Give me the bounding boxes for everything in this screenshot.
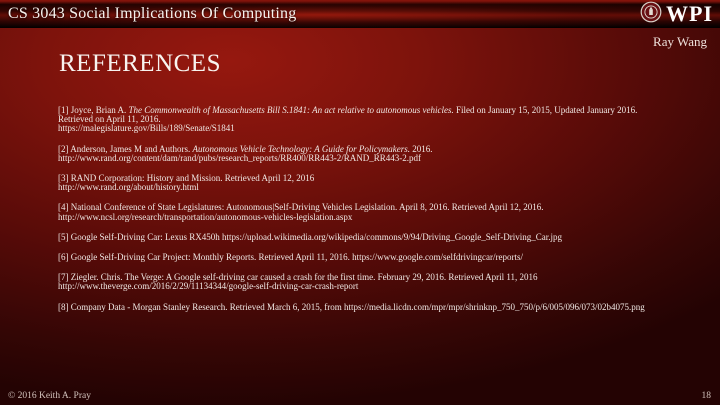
wpi-seal-icon <box>640 1 662 28</box>
reference-text: 2016. <box>410 143 433 154</box>
reference-text: http://www.theverge.com/2016/2/29/11134344/google-self-driving-car-crash-report <box>58 281 359 292</box>
reference-text: [6] Google Self-Driving Car Project: Monthly Reports. Retrieved April 11, 2016. https://www.google.com/selfdrivingcar/reports/ <box>58 252 524 263</box>
reference-item <box>58 106 658 134</box>
reference-text: https://malegislature.gov/Bills/189/Senate/S1841 <box>58 123 235 134</box>
reference-text: Filed on January 15, 2015, Updated January 2016. Retrieved on April 11, 2016. <box>58 105 638 125</box>
wpi-logo-text: WPI <box>666 1 713 26</box>
reference-text: http://www.rand.org/about/history.html <box>58 182 199 193</box>
course-title: CS 3043 Social Implications Of Computing <box>8 5 297 22</box>
reference-text: [8] Company Data - Morgan Stanley Research. Retrieved March 6, 2015, from https://media.licdn.com/mpr/mpr/shrinknp_750_750/p/6/005/096/073/02b4075.png <box>58 301 645 312</box>
reference-item <box>58 174 658 192</box>
reference-item <box>58 273 658 291</box>
reference-item <box>58 203 658 221</box>
reference-text: http://www.rand.org/content/dam/rand/pubs/research_reports/RR400/RR443-2/RAND_RR443-2.pdf <box>58 152 421 163</box>
wpi-logo <box>640 1 720 28</box>
reference-text: http://www.ncsl.org/research/transportation/autonomous-vehicles-legislation.aspx <box>58 211 353 222</box>
reference-text: [5] Google Self-Driving Car: Lexus RX450h https://upload.wikimedia.org/wikipedia/commons/9/94/Driving_Google_Self-Driving_Car.jpg <box>58 231 563 242</box>
reference-item <box>58 145 658 163</box>
reference-text: Autonomous Vehicle Technology: A Guide for Policymakers. <box>192 143 411 154</box>
title-bar <box>0 0 720 28</box>
reference-text: The Commonwealth of Massachusetts Bill S.1841: An act relative to autonomous vehicles. <box>128 105 454 115</box>
reference-text: [2] Anderson, James M and Authors. <box>58 143 193 154</box>
reference-item <box>58 233 658 242</box>
reference-item <box>58 303 658 312</box>
footer-copyright: © 2016 Keith A. Pray <box>8 391 91 401</box>
references-list <box>58 106 658 323</box>
page-title: REFERENCES <box>59 50 221 77</box>
reference-text: [7] Ziegler. Chris. The Verge: A Google self-driving car caused a crash for the first time. February 29, 2016. Retrieved April 11, 2016 <box>58 272 538 283</box>
reference-text: [3] RAND Corporation: History and Mission. Retrieved April 12, 2016 <box>58 173 315 184</box>
reference-text: [4] National Conference of State Legislatures: Autonomous|Self-Driving Vehicles Legislation. April 8, 2016. Retrieved April 12, 2016. <box>58 202 544 213</box>
reference-item <box>58 253 658 262</box>
author-name: Ray Wang <box>653 34 707 49</box>
reference-text: [1] Joyce, Brian A. <box>58 105 129 115</box>
page-number: 18 <box>701 391 711 401</box>
